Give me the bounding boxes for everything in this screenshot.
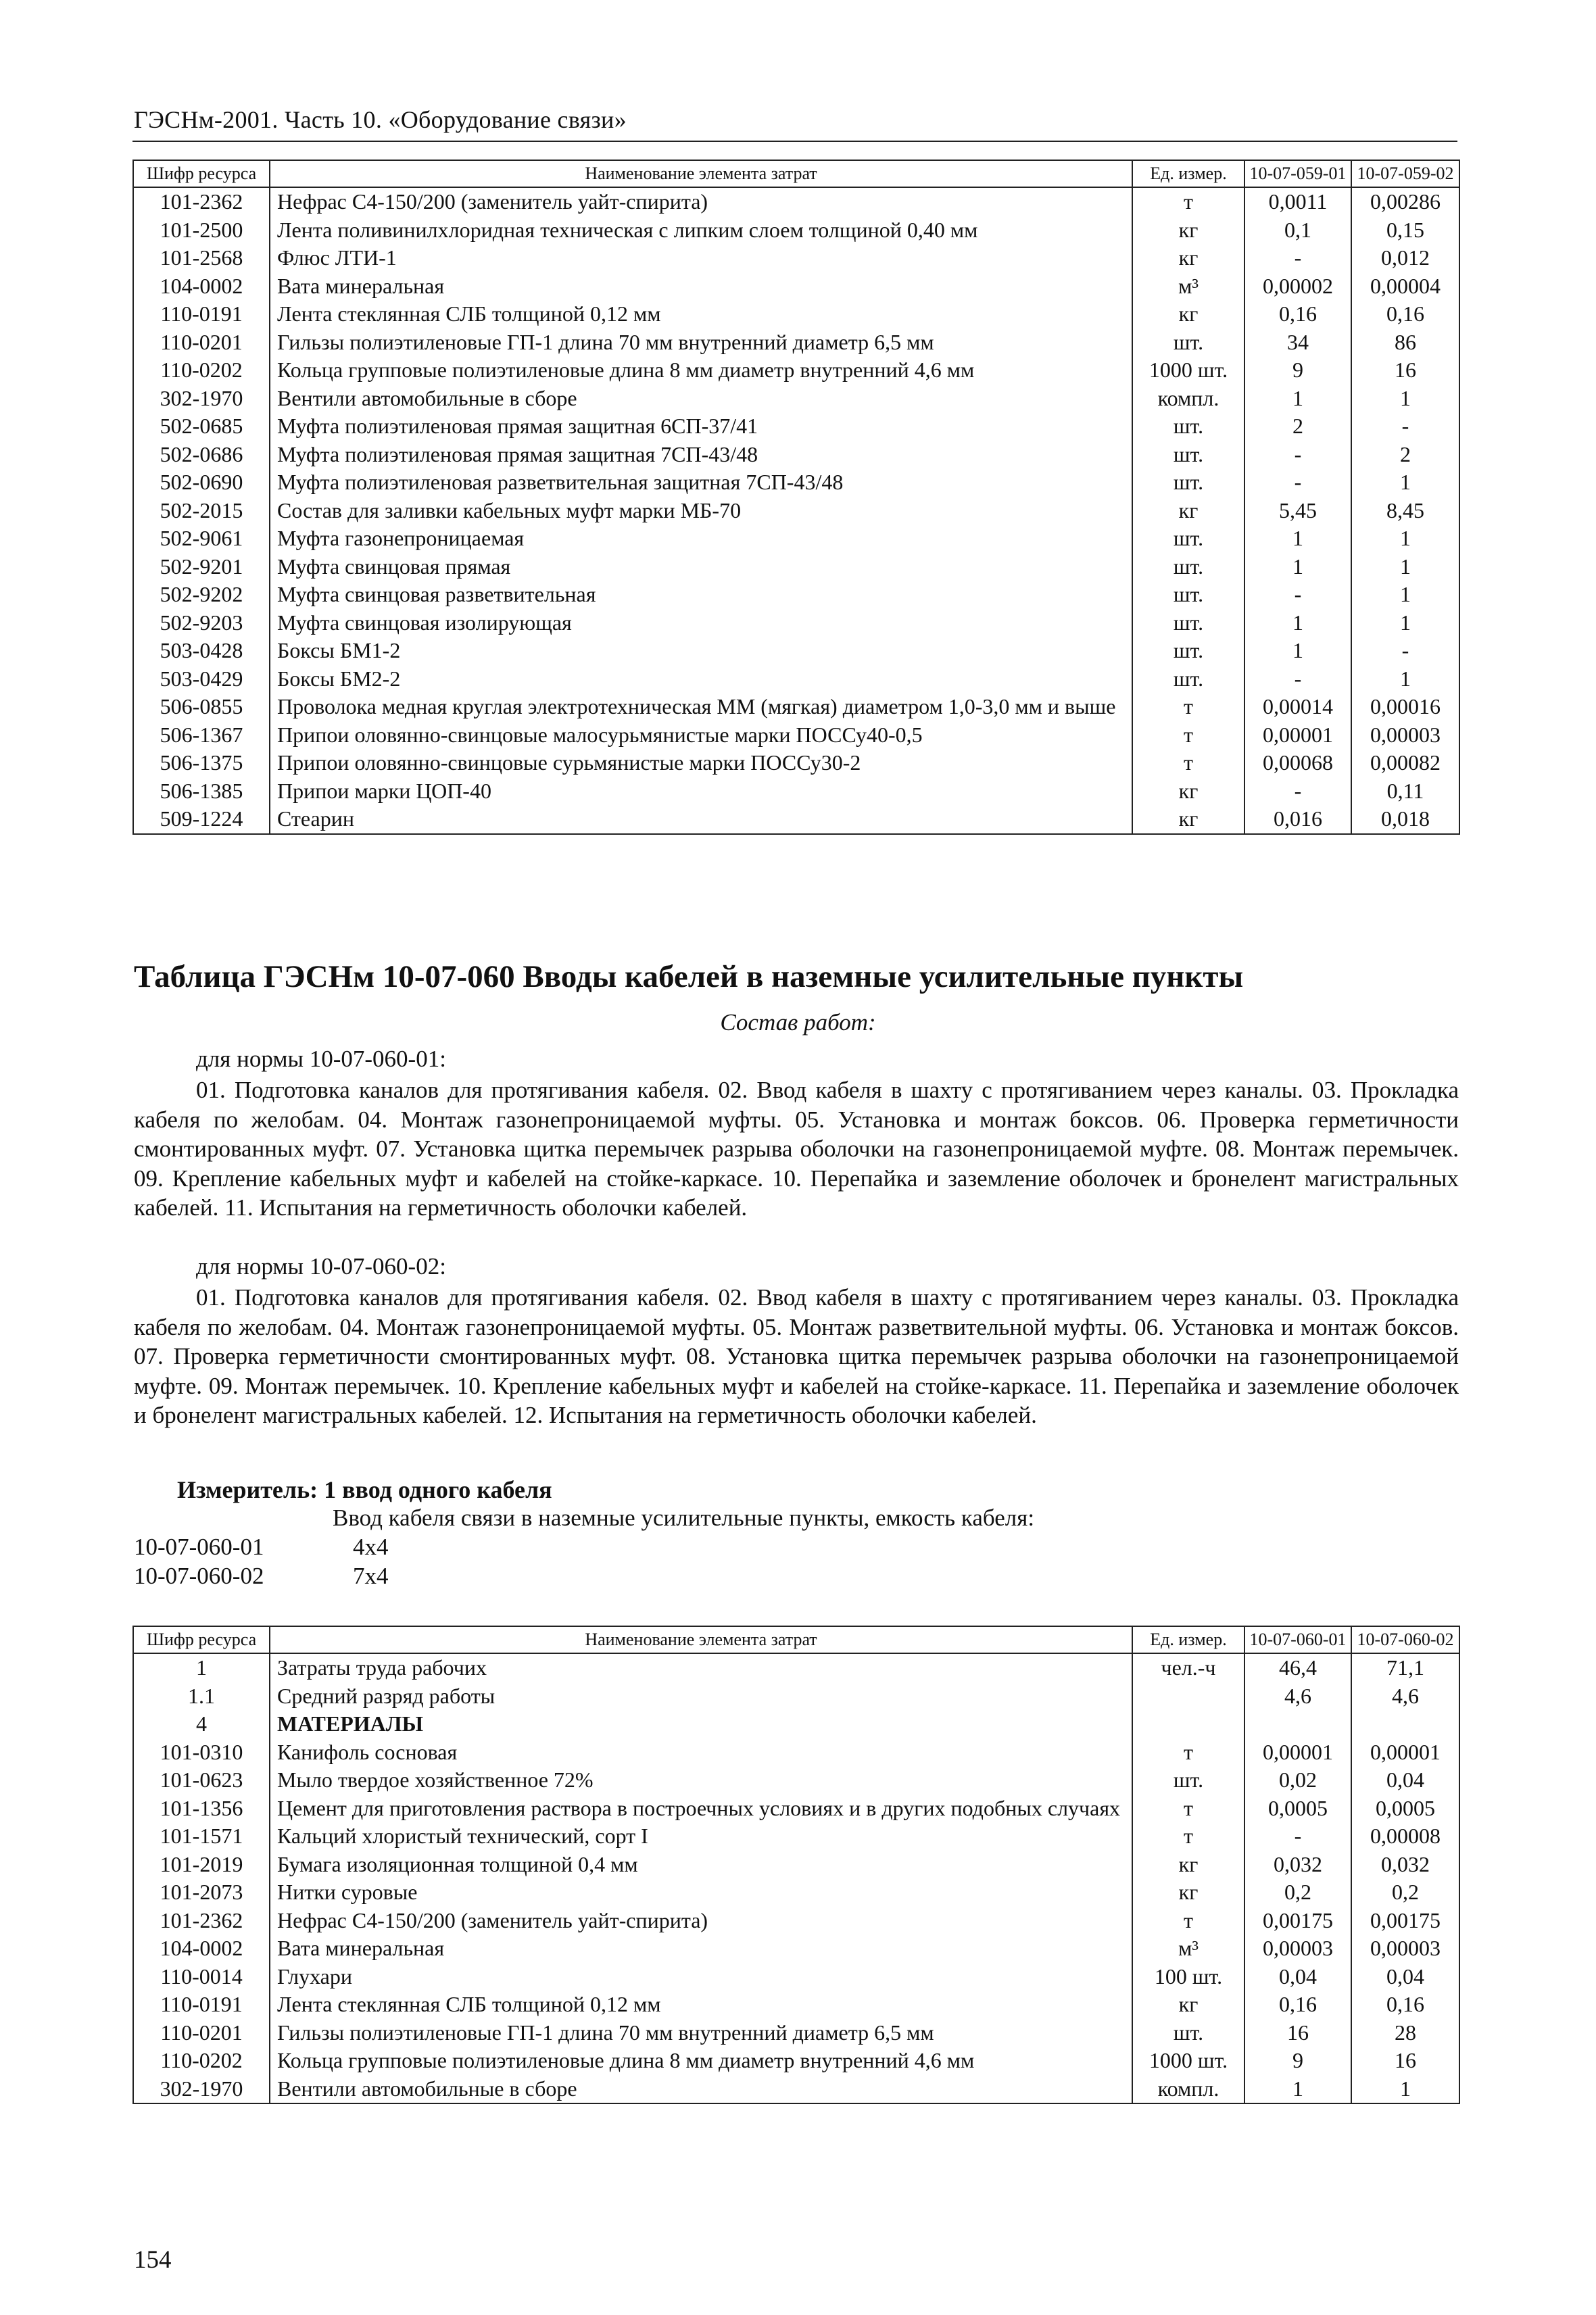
item-name-cell: Припои оловянно-свинцовые сурьмянистые марки ПОССу30-2 [270,749,1132,777]
resource-code-cell: 1.1 [133,1682,270,1711]
table-row [133,1822,1459,1851]
table-row [133,187,1459,216]
norm-2-value-cell: 0,00016 [1351,693,1459,721]
column-header-code: Шифр ресурса [133,1626,270,1653]
norm-2-value-cell: 1 [1351,2075,1459,2104]
table-row [133,553,1459,581]
resource-code-cell: 101-2362 [133,1907,270,1935]
norm-1-value-cell: 34 [1244,328,1351,357]
norm-1-value-cell: - [1244,665,1351,693]
norm-2-value-cell: 0,11 [1351,777,1459,806]
table-row [133,356,1459,385]
table-row [133,2047,1459,2075]
resource-code-cell: 101-1356 [133,1795,270,1823]
resource-code-cell: 101-2073 [133,1878,270,1907]
item-name-cell: Флюс ЛТИ-1 [270,244,1132,272]
variant-code: 10-07-060-02 [134,1563,264,1589]
item-name-cell: Цемент для приготовления раствора в построечных условиях и в других подобных случаях [270,1795,1132,1823]
unit-cell: шт. [1132,328,1244,357]
norm-1-value-cell: 0,04 [1244,1963,1351,1991]
unit-cell: м³ [1132,272,1244,301]
variant-code: 10-07-060-01 [134,1534,264,1560]
resource-table-059 [132,160,1460,835]
table-title: Таблица ГЭСНм 10-07-060 Вводы кабелей в наземные усилительные пункты [134,959,1244,994]
table-row [133,1991,1459,2019]
unit-cell: кг [1132,1851,1244,1879]
norm-1-value-cell: 46,4 [1244,1653,1351,1682]
resource-code-cell: 506-0855 [133,693,270,721]
column-header-norm-1: 10-07-060-01 [1244,1626,1351,1653]
norm-1-value-cell: 0,00014 [1244,693,1351,721]
unit-cell: шт. [1132,609,1244,637]
item-name-cell: Нефрас С4-150/200 (заменитель уайт-спирита) [270,187,1132,216]
unit-cell: шт. [1132,412,1244,441]
variant-value: 4х4 [353,1534,389,1560]
item-name-cell: Вентили автомобильные в сборе [270,385,1132,413]
resource-code-cell: 101-2568 [133,244,270,272]
item-name-cell: Лента стеклянная СЛБ толщиной 0,12 мм [270,1991,1132,2019]
unit-cell: т [1132,749,1244,777]
table-row [133,385,1459,413]
resource-code-cell: 506-1375 [133,749,270,777]
unit-cell: т [1132,693,1244,721]
norm-1-value-cell: 0,2 [1244,1878,1351,1907]
norm-2-value-cell: 0,2 [1351,1878,1459,1907]
norm-2-value-cell: 16 [1351,2047,1459,2075]
unit-cell: кг [1132,1991,1244,2019]
resource-table-060 [132,1626,1460,2104]
norm-2-value-cell: - [1351,637,1459,665]
resource-code-cell: 302-1970 [133,2075,270,2104]
unit-cell: шт. [1132,2019,1244,2047]
resource-code-cell: 502-9203 [133,609,270,637]
table-row [133,609,1459,637]
table-row [133,300,1459,328]
resource-code-cell: 101-1571 [133,1822,270,1851]
item-name-cell: Стеарин [270,805,1132,834]
unit-cell: компл. [1132,2075,1244,2104]
norm-1-value-cell: 16 [1244,2019,1351,2047]
item-name-cell: МАТЕРИАЛЫ [270,1710,1132,1738]
resource-code-cell: 110-0014 [133,1963,270,1991]
column-header-name: Наименование элемента затрат [270,160,1132,187]
unit-cell: т [1132,187,1244,216]
norm-2-value-cell: 2 [1351,441,1459,469]
unit-cell: шт. [1132,441,1244,469]
table-row [133,328,1459,357]
norm-1-value-cell: 9 [1244,356,1351,385]
item-name-cell: Бумага изоляционная толщиной 0,4 мм [270,1851,1132,1879]
item-name-cell: Вата минеральная [270,1934,1132,1963]
column-header-norm-2: 10-07-059-02 [1351,160,1459,187]
resource-code-cell: 502-9201 [133,553,270,581]
norm-2-value-cell: 0,00004 [1351,272,1459,301]
table-row [133,1907,1459,1935]
unit-cell: т [1132,1738,1244,1767]
norm-1-value-cell: 0,00001 [1244,1738,1351,1767]
resource-code-cell: 302-1970 [133,385,270,413]
resource-code-cell: 101-2500 [133,216,270,245]
item-name-cell: Муфта полиэтиленовая прямая защитная 7СП-43/48 [270,441,1132,469]
table-row [133,1851,1459,1879]
norm-2-value-cell: 1 [1351,609,1459,637]
norm-1-value-cell: - [1244,244,1351,272]
norm-2-value-cell: 71,1 [1351,1653,1459,1682]
norm-1-value-cell: 0,0011 [1244,187,1351,216]
norm-1-value-cell: 0,016 [1244,805,1351,834]
norm-1-value-cell: - [1244,581,1351,609]
norm-1-label: для нормы 10-07-060-01: [196,1046,446,1072]
resource-code-cell: 101-0310 [133,1738,270,1767]
norm-1-value-cell: 1 [1244,609,1351,637]
resource-code-cell: 110-0201 [133,2019,270,2047]
table-row [133,1795,1459,1823]
item-name-cell: Боксы БМ2-2 [270,665,1132,693]
item-name-cell: Муфта свинцовая изолирующая [270,609,1132,637]
table-row [133,525,1459,553]
column-header-unit: Ед. измер. [1132,1626,1244,1653]
item-name-cell: Состав для заливки кабельных муфт марки МБ-70 [270,497,1132,525]
resource-code-cell: 110-0202 [133,356,270,385]
resource-code-cell: 4 [133,1710,270,1738]
norm-1-value-cell: 0,032 [1244,1851,1351,1879]
norm-1-value-cell: 0,0005 [1244,1795,1351,1823]
norm-1-value-cell: 0,00175 [1244,1907,1351,1935]
item-name-cell: Нефрас С4-150/200 (заменитель уайт-спирита) [270,1907,1132,1935]
resource-code-cell: 104-0002 [133,1934,270,1963]
item-name-cell: Затраты труда рабочих [270,1653,1132,1682]
unit-cell: 1000 шт. [1132,2047,1244,2075]
item-name-cell: Вентили автомобильные в сборе [270,2075,1132,2104]
item-name-cell: Припои оловянно-свинцовые малосурьмянистые марки ПОССу40-0,5 [270,721,1132,750]
table-header-row [133,1626,1459,1653]
composition-label: Состав работ: [720,1009,876,1035]
column-header-code: Шифр ресурса [133,160,270,187]
table-row [133,216,1459,245]
unit-cell: кг [1132,777,1244,806]
norm-2-value-cell: 1 [1351,553,1459,581]
item-name-cell: Мыло твердое хозяйственное 72% [270,1766,1132,1795]
norm-1-value-cell: - [1244,777,1351,806]
unit-cell [1132,1710,1244,1738]
norm-2-value-cell: - [1351,412,1459,441]
norm-1-value-cell: 0,16 [1244,300,1351,328]
norm-2-value-cell: 28 [1351,2019,1459,2047]
variant-row [134,1534,389,1561]
resource-code-cell: 503-0428 [133,637,270,665]
resource-code-cell: 101-0623 [133,1766,270,1795]
norm-1-work-list: 01. Подготовка каналов для протягивания кабеля. 02. Ввод кабеля в шахту с протягиванием через каналы. 03. Прокладка кабеля по желобам. 04. Монтаж газонепроницаемой муфты. 05. Установка и монтаж боксов. 06. Проверка герметичности смонтированных муфт. 07. Установка щитка перемычек разрыва оболочки на газонепроницаемой муфте. 08. Монтаж перемычек. 09. Крепление кабельных муфт и кабелей на стойке-каркасе. 10. Перепайка и заземление оболочек и бронелент магистральных кабелей. 11. Испытания на герметичность оболочки кабелей. [134,1077,1459,1221]
norm-2-value-cell [1351,1710,1459,1738]
norm-2-value-cell: 0,00286 [1351,187,1459,216]
unit-cell: 100 шт. [1132,1963,1244,1991]
norm-2-value-cell: 1 [1351,581,1459,609]
norm-1-value-cell: 0,00003 [1244,1934,1351,1963]
item-name-cell: Муфта полиэтиленовая разветвительная защитная 7СП-43/48 [270,468,1132,497]
measurement-unit: Измеритель: 1 ввод одного кабеля [177,1476,552,1503]
norm-1-value-cell: - [1244,441,1351,469]
item-name-cell: Кальций хлористый технический, сорт I [270,1822,1132,1851]
norm-2-value-cell: 1 [1351,665,1459,693]
norm-1-value-cell: 1 [1244,525,1351,553]
table-row [133,1766,1459,1795]
unit-cell: 1000 шт. [1132,356,1244,385]
norm-2-value-cell: 0,00082 [1351,749,1459,777]
unit-cell: кг [1132,497,1244,525]
table-row [133,1963,1459,1991]
norm-2-value-cell: 0,15 [1351,216,1459,245]
norm-2-value-cell: 16 [1351,356,1459,385]
norm-2-value-cell: 86 [1351,328,1459,357]
table-row [133,1682,1459,1711]
resource-code-cell: 502-2015 [133,497,270,525]
item-name-cell: Кольца групповые полиэтиленовые длина 8 мм диаметр внутренний 4,6 мм [270,2047,1132,2075]
item-name-cell: Муфта газонепроницаемая [270,525,1132,553]
resource-code-cell: 502-9061 [133,525,270,553]
running-header: ГЭСНм-2001. Часть 10. «Оборудование связи» [134,106,627,133]
resource-code-cell: 1 [133,1653,270,1682]
column-header-unit: Ед. измер. [1132,160,1244,187]
resource-code-cell: 502-0690 [133,468,270,497]
table-row [133,805,1459,834]
norm-1-value-cell [1244,1710,1351,1738]
norm-1-value-cell: 2 [1244,412,1351,441]
item-name-cell: Припои марки ЦОП-40 [270,777,1132,806]
unit-cell: чел.-ч [1132,1653,1244,1682]
unit-cell: т [1132,721,1244,750]
resource-code-cell: 101-2362 [133,187,270,216]
unit-cell: кг [1132,216,1244,245]
norm-2-value-cell: 0,00003 [1351,1934,1459,1963]
item-name-cell: Муфта свинцовая прямая [270,553,1132,581]
variant-intro: Ввод кабеля связи в наземные усилительные пункты, емкость кабеля: [333,1505,1035,1531]
unit-cell: кг [1132,805,1244,834]
variant-row [134,1563,389,1590]
unit-cell: шт. [1132,553,1244,581]
table-row [133,1738,1459,1767]
column-header-norm-2: 10-07-060-02 [1351,1626,1459,1653]
norm-1-value-cell: 1 [1244,2075,1351,2104]
item-name-cell: Гильзы полиэтиленовые ГП-1 длина 70 мм внутренний диаметр 6,5 мм [270,328,1132,357]
table-row [133,2075,1459,2104]
resource-code-cell: 110-0191 [133,1991,270,2019]
table-row [133,1878,1459,1907]
norm-2-value-cell: 0,16 [1351,1991,1459,2019]
table-row [133,1710,1459,1738]
norm-1-value-cell: 0,02 [1244,1766,1351,1795]
norm-2-value-cell: 0,04 [1351,1766,1459,1795]
norm-1-value-cell: 0,00068 [1244,749,1351,777]
resource-code-cell: 506-1385 [133,777,270,806]
norm-2-value-cell: 1 [1351,385,1459,413]
norm-2-value-cell: 0,012 [1351,244,1459,272]
resource-code-cell: 506-1367 [133,721,270,750]
norm-2-value-cell: 1 [1351,468,1459,497]
unit-cell: т [1132,1822,1244,1851]
table-row [133,637,1459,665]
resource-code-cell: 503-0429 [133,665,270,693]
unit-cell: компл. [1132,385,1244,413]
table-row [133,1653,1459,1682]
resource-code-cell: 110-0202 [133,2047,270,2075]
table-row [133,412,1459,441]
item-name-cell: Канифоль сосновая [270,1738,1132,1767]
resource-code-cell: 101-2019 [133,1851,270,1879]
norm-2-value-cell: 0,032 [1351,1851,1459,1879]
header-rule [132,141,1457,142]
unit-cell [1132,1682,1244,1711]
norm-1-value-cell: - [1244,1822,1351,1851]
table-row [133,777,1459,806]
table-row [133,244,1459,272]
variant-value: 7х4 [353,1563,389,1589]
table-row [133,693,1459,721]
column-header-norm-1: 10-07-059-01 [1244,160,1351,187]
item-name-cell: Муфта полиэтиленовая прямая защитная 6СП-37/41 [270,412,1132,441]
unit-cell: шт. [1132,1766,1244,1795]
unit-cell: шт. [1132,468,1244,497]
item-name-cell: Проволока медная круглая электротехническая ММ (мягкая) диаметром 1,0-3,0 мм и выше [270,693,1132,721]
item-name-cell: Лента поливинилхлоридная техническая с липким слоем толщиной 0,40 мм [270,216,1132,245]
norm-2-work-list: 01. Подготовка каналов для протягивания кабеля. 02. Ввод кабеля в шахту с протягиванием через каналы. 03. Прокладка кабеля по желобам. 04. Монтаж газонепроницаемой муфты. 05. Монтаж разветвительной муфты. 06. Установка и монтаж боксов. 07. Проверка герметичности смонтированных муфт. 08. Установка щитка перемычек разрыва оболочки на газонепроницаемой муфте. 09. Монтаж перемычек. 10. Крепление кабельных муфт и кабелей на стойке-каркасе. 11. Перепайка и заземление оболочек и бронелент магистральных кабелей. 12. Испытания на герметичность оболочки кабелей. [134,1284,1459,1428]
unit-cell: м³ [1132,1934,1244,1963]
item-name-cell: Лента стеклянная СЛБ толщиной 0,12 мм [270,300,1132,328]
norm-1-value-cell: 5,45 [1244,497,1351,525]
norm-1-value-cell: 4,6 [1244,1682,1351,1711]
table-row [133,721,1459,750]
unit-cell: шт. [1132,665,1244,693]
norm-1-value-cell: 1 [1244,385,1351,413]
norm-2-value-cell: 0,0005 [1351,1795,1459,1823]
table-row [133,665,1459,693]
table-row [133,272,1459,301]
resource-code-cell: 509-1224 [133,805,270,834]
norm-2-value-cell: 1 [1351,525,1459,553]
resource-code-cell: 110-0201 [133,328,270,357]
norm-1-value-cell: 0,16 [1244,1991,1351,2019]
item-name-cell: Гильзы полиэтиленовые ГП-1 длина 70 мм внутренний диаметр 6,5 мм [270,2019,1132,2047]
norm-2-value-cell: 0,018 [1351,805,1459,834]
norm-1-value-cell: 1 [1244,637,1351,665]
norm-2-value-cell: 8,45 [1351,497,1459,525]
resource-code-cell: 110-0191 [133,300,270,328]
norm-2-value-cell: 0,00001 [1351,1738,1459,1767]
norm-1-value-cell: 0,1 [1244,216,1351,245]
unit-cell: шт. [1132,637,1244,665]
norm-1-value-cell: 9 [1244,2047,1351,2075]
norm-1-value-cell: 1 [1244,553,1351,581]
table-row [133,1934,1459,1963]
item-name-cell: Вата минеральная [270,272,1132,301]
item-name-cell: Нитки суровые [270,1878,1132,1907]
table-row [133,468,1459,497]
table-header-row [133,160,1459,187]
table-row [133,581,1459,609]
unit-cell: т [1132,1795,1244,1823]
page-number: 154 [134,2246,172,2274]
norm-2-value-cell: 0,00008 [1351,1822,1459,1851]
item-name-cell: Глухари [270,1963,1132,1991]
unit-cell: т [1132,1907,1244,1935]
norm-2-value-cell: 0,00175 [1351,1907,1459,1935]
unit-cell: кг [1132,244,1244,272]
item-name-cell: Кольца групповые полиэтиленовые длина 8 мм диаметр внутренний 4,6 мм [270,356,1132,385]
table-row [133,2019,1459,2047]
norm-2-value-cell: 0,16 [1351,300,1459,328]
resource-code-cell: 104-0002 [133,272,270,301]
norm-2-value-cell: 4,6 [1351,1682,1459,1711]
item-name-cell: Боксы БМ1-2 [270,637,1132,665]
norm-1-value-cell: 0,00002 [1244,272,1351,301]
unit-cell: кг [1132,1878,1244,1907]
table-row [133,749,1459,777]
column-header-name: Наименование элемента затрат [270,1626,1132,1653]
norm-1-value-cell: - [1244,468,1351,497]
norm-1-value-cell: 0,00001 [1244,721,1351,750]
resource-code-cell: 502-9202 [133,581,270,609]
norm-2-value-cell: 0,04 [1351,1963,1459,1991]
table-row [133,497,1459,525]
norm-2-value-cell: 0,00003 [1351,721,1459,750]
resource-code-cell: 502-0686 [133,441,270,469]
unit-cell: шт. [1132,525,1244,553]
item-name-cell: Средний разряд работы [270,1682,1132,1711]
table-row [133,441,1459,469]
unit-cell: кг [1132,300,1244,328]
resource-code-cell: 502-0685 [133,412,270,441]
unit-cell: шт. [1132,581,1244,609]
norm-2-label: для нормы 10-07-060-02: [196,1253,446,1280]
item-name-cell: Муфта свинцовая разветвительная [270,581,1132,609]
